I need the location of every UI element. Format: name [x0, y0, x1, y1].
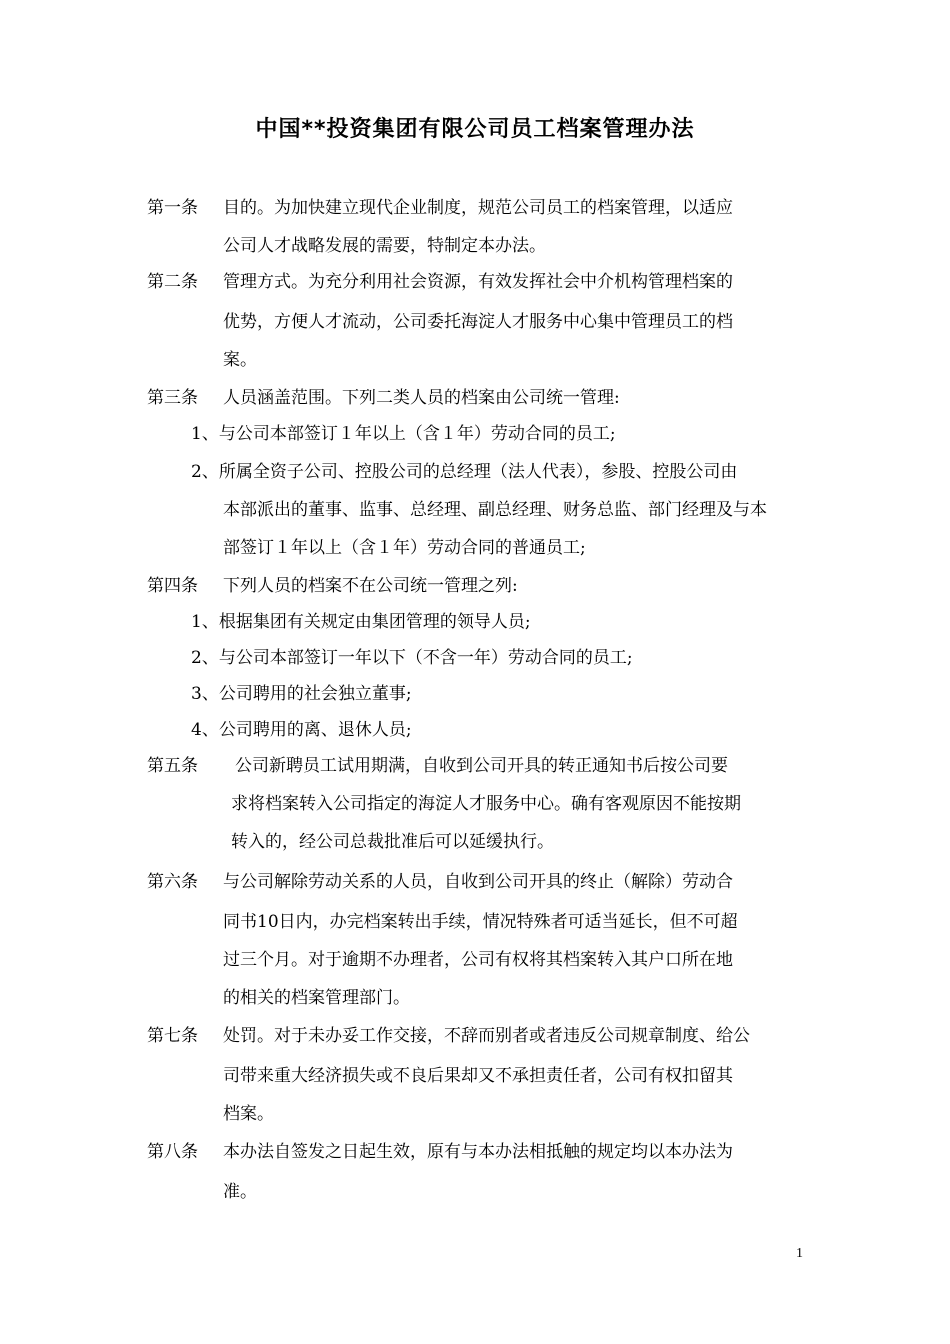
article-7-line: 司带来重大经济损失或不良后果却又不承担责任者，公司有权扣留其: [223, 1066, 733, 1086]
article-3-item-cont: 部签订１年以上（含１年）劳动合同的普通员工;: [223, 538, 586, 558]
article-2-line: 优势，方便人才流动，公司委托海淀人才服务中心集中管理员工的档: [223, 312, 733, 332]
article-5-line: 求将档案转入公司指定的海淀人才服务中心。确有客观原因不能按期: [231, 794, 741, 814]
article-5-label: 第五条: [147, 756, 198, 776]
article-8-line: 准。: [223, 1182, 257, 1202]
article-3-label: 第三条: [147, 388, 198, 408]
article-8-label: 第八条: [147, 1142, 198, 1162]
article-5-line: 公司新聘员工试用期满，自收到公司开具的转正通知书后按公司要: [235, 756, 728, 776]
article-5-line: 转入的，经公司总裁批准后可以延缓执行。: [231, 832, 554, 852]
article-4-item: 1、根据集团有关规定由集团管理的领导人员;: [191, 612, 531, 632]
article-4-item: 4、公司聘用的离、退休人员;: [191, 720, 412, 740]
article-7-label: 第七条: [147, 1026, 198, 1046]
article-2-line: 管理方式。为充分利用社会资源，有效发挥社会中介机构管理档案的: [223, 272, 733, 292]
article-8-line: 本办法自签发之日起生效，原有与本办法相抵触的规定均以本办法为: [223, 1142, 733, 1162]
article-7-line: 档案。: [223, 1104, 274, 1124]
article-3-line: 人员涵盖范围。下列二类人员的档案由公司统一管理:: [223, 388, 620, 408]
article-7-line: 处罚。对于未办妥工作交接，不辞而别者或者违反公司规章制度、给公: [223, 1026, 750, 1046]
article-4-line: 下列人员的档案不在公司统一管理之列:: [223, 576, 518, 596]
article-2-line: 案。: [223, 350, 257, 370]
article-2-label: 第二条: [147, 272, 198, 292]
article-6-line: 的相关的档案管理部门。: [223, 988, 410, 1008]
article-6-label: 第六条: [147, 872, 198, 892]
article-1-line: 公司人才战略发展的需要，特制定本办法。: [223, 236, 546, 256]
article-4-label: 第四条: [147, 576, 198, 596]
page-number: 1: [796, 1246, 803, 1261]
article-6-line: 同书10日内，办完档案转出手续，情况特殊者可适当延长，但不可超: [223, 912, 738, 932]
article-6-line: 与公司解除劳动关系的人员，自收到公司开具的终止（解除）劳动合: [223, 872, 733, 892]
article-1-label: 第一条: [147, 198, 198, 218]
article-3-item-cont: 本部派出的董事、监事、总经理、副总经理、财务总监、部门经理及与本: [223, 500, 767, 520]
article-3-item: 1、与公司本部签订１年以上（含１年）劳动合同的员工;: [191, 424, 616, 444]
article-3-item: 2、所属全资子公司、控股公司的总经理（法人代表），参股、控股公司由: [191, 462, 738, 482]
document-title: 中国**投资集团有限公司员工档案管理办法: [255, 117, 695, 142]
article-4-item: 3、公司聘用的社会独立董事;: [191, 684, 412, 704]
article-6-line: 过三个月。对于逾期不办理者，公司有权将其档案转入其户口所在地: [223, 950, 733, 970]
article-1-line: 目的。为加快建立现代企业制度，规范公司员工的档案管理，以适应: [223, 198, 733, 218]
article-4-item: 2、与公司本部签订一年以下（不含一年）劳动合同的员工;: [191, 648, 633, 668]
